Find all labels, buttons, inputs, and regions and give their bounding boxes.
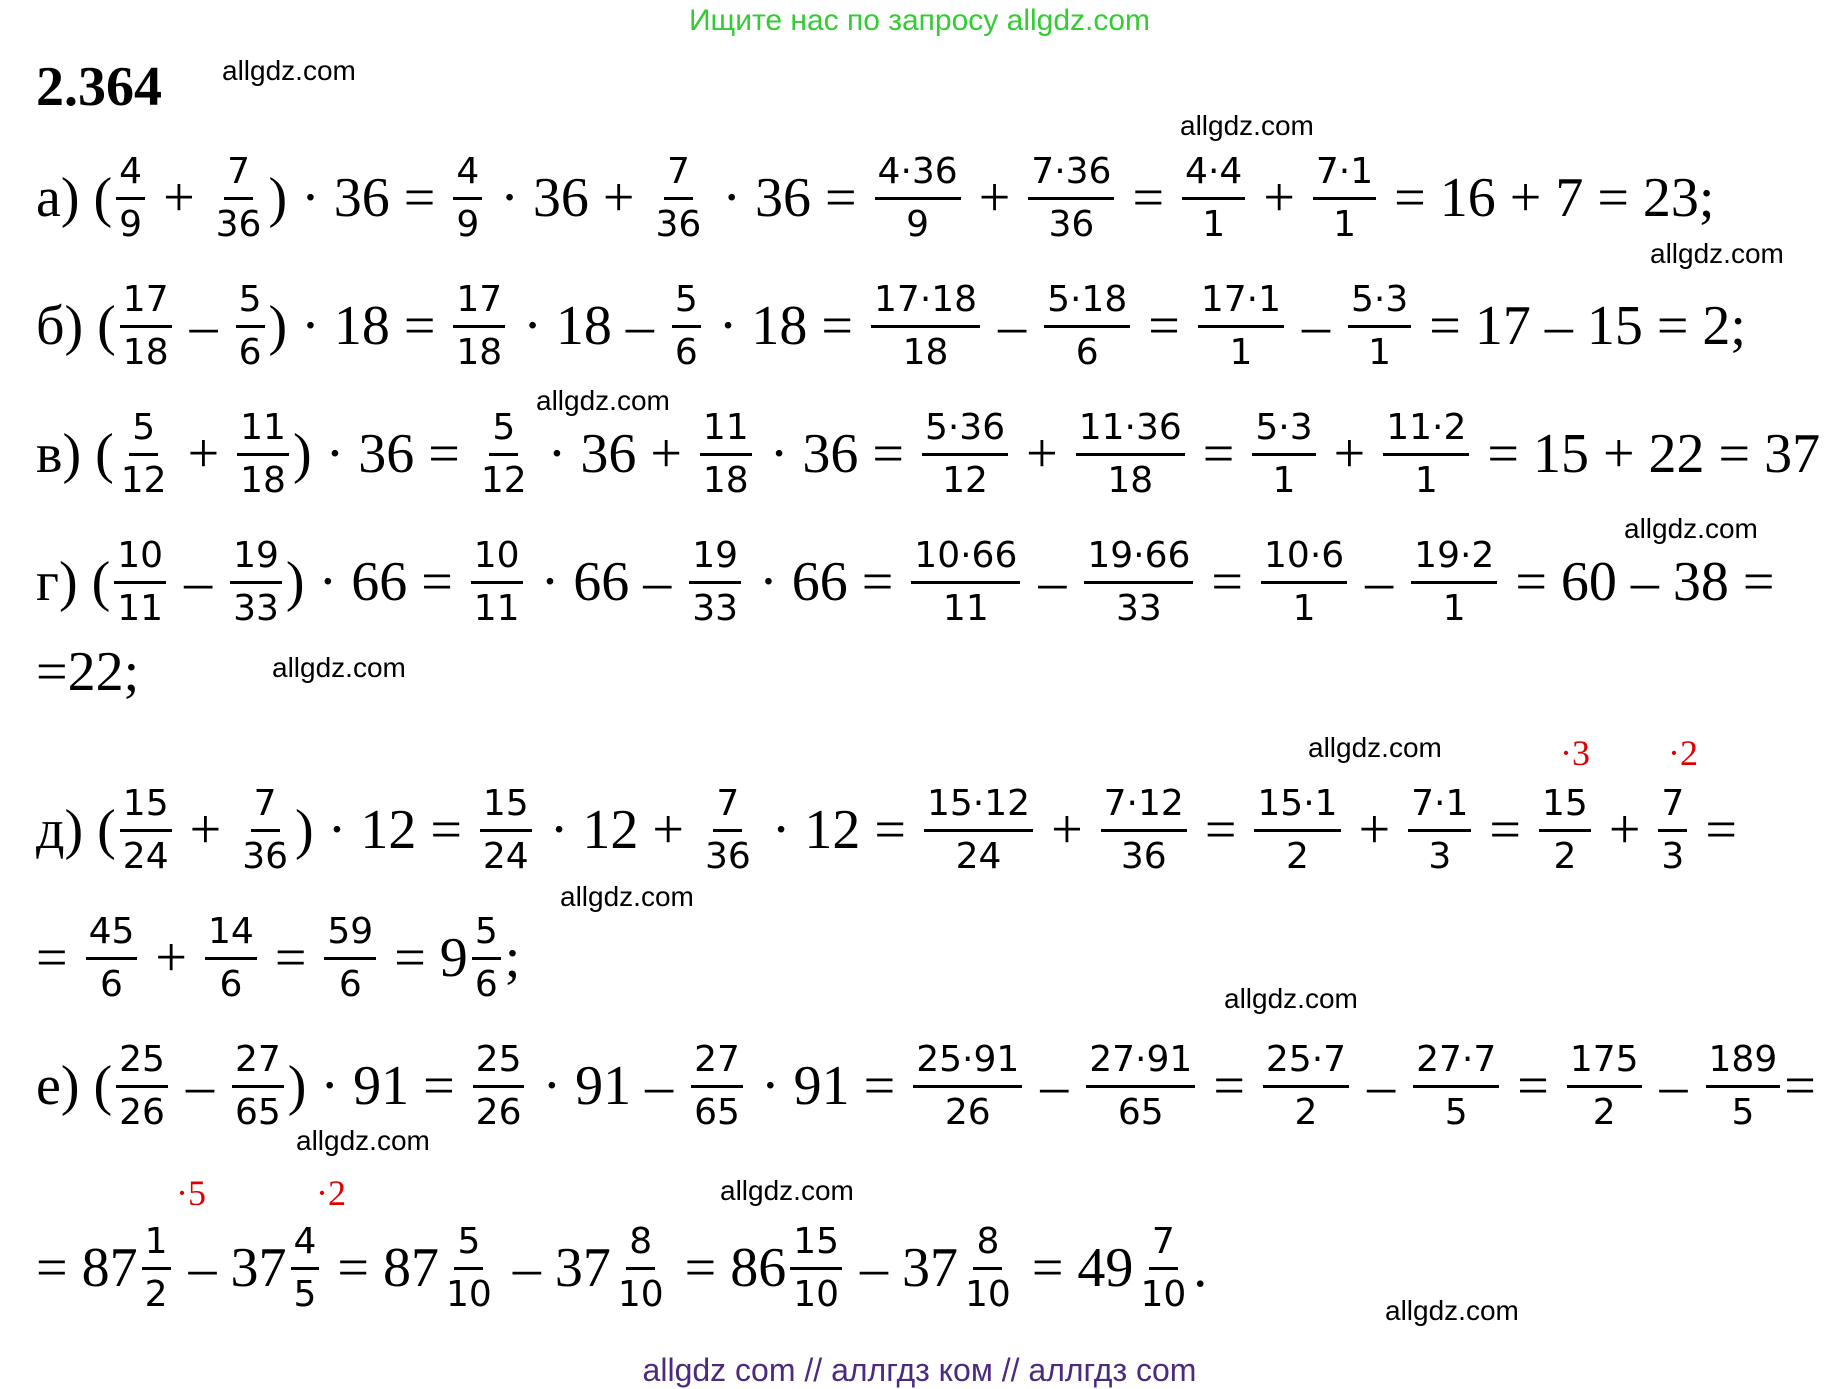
denominator: 9 — [456, 203, 480, 245]
math-text: + — [173, 423, 234, 485]
math-text: – 37 — [174, 1237, 287, 1299]
watermark: allgdz.com — [1385, 1295, 1519, 1326]
fraction — [1539, 783, 1591, 877]
fraction — [116, 1039, 168, 1133]
fraction — [875, 151, 961, 245]
fraction — [443, 1221, 495, 1315]
numerator: 15·1 — [1254, 783, 1340, 831]
math-text: – — [171, 1055, 228, 1117]
fraction — [1313, 151, 1376, 245]
watermark: allgdz.com — [1624, 513, 1758, 544]
denominator: 36 — [655, 203, 702, 245]
top-banner: Ищите нас по запросу allgdz.com — [688, 4, 1151, 37]
fraction — [142, 1221, 171, 1315]
denominator: 12 — [942, 459, 988, 501]
fraction — [1658, 783, 1687, 877]
denominator: 24 — [122, 835, 169, 877]
math-text: – — [175, 295, 232, 357]
math-text: = — [1199, 1055, 1259, 1117]
math-text: + — [141, 927, 201, 989]
denominator: 5 — [293, 1273, 317, 1315]
denominator: 1 — [1229, 331, 1253, 373]
math-text: · 12 + — [535, 799, 698, 861]
numerator: 17·1 — [1198, 279, 1284, 327]
denominator: 1 — [1333, 203, 1356, 245]
numerator: 5 — [236, 279, 265, 327]
fraction — [237, 407, 289, 501]
denominator: 6 — [338, 963, 362, 1005]
multiplier-annotation: ·2 — [1668, 733, 1698, 773]
fraction — [453, 279, 505, 373]
math-text: = 86 — [670, 1237, 787, 1299]
fraction — [1076, 407, 1185, 501]
math-text: =22; — [36, 641, 140, 703]
numerator: 5·3 — [1348, 279, 1411, 327]
fraction — [1567, 1039, 1642, 1133]
math-text: в) ( — [36, 423, 114, 485]
numerator: 19 — [689, 535, 741, 583]
math-text: ) · 18 = — [268, 295, 450, 357]
fraction — [473, 1039, 525, 1133]
denominator: 18 — [1107, 459, 1154, 501]
denominator: 10 — [965, 1273, 1011, 1315]
denominator: 65 — [1117, 1091, 1164, 1133]
fraction — [1408, 783, 1471, 877]
denominator: 5 — [1731, 1091, 1755, 1133]
fraction — [120, 783, 172, 877]
numerator: 17·18 — [871, 279, 980, 327]
math-text: + — [1594, 799, 1655, 861]
numerator: 5·18 — [1044, 279, 1130, 327]
numerator: 27·91 — [1086, 1039, 1195, 1087]
math-text: = — [1188, 423, 1249, 485]
denominator: 2 — [144, 1273, 168, 1315]
math-text: = — [1190, 799, 1251, 861]
numerator: 27·7 — [1413, 1039, 1499, 1087]
math-text: = 87 — [323, 1237, 439, 1299]
denominator: 24 — [955, 835, 1002, 877]
fraction — [691, 1039, 743, 1133]
fraction — [239, 783, 291, 877]
math-text: – — [1024, 551, 1081, 613]
numerator: 5 — [454, 1221, 483, 1269]
numerator: 5·36 — [922, 407, 1008, 455]
watermark: allgdz.com — [560, 881, 694, 912]
denominator: 3 — [1661, 835, 1685, 877]
solution-line-d — [36, 780, 1737, 880]
denominator: 18 — [240, 459, 286, 501]
fraction — [615, 1221, 667, 1315]
math-text: = 87 — [36, 1237, 138, 1299]
math-text: ) · 36 = — [268, 167, 450, 229]
numerator: 25·91 — [913, 1039, 1022, 1087]
math-text: · 18 – — [509, 295, 668, 357]
denominator: 12 — [480, 459, 527, 501]
numerator: 15 — [1539, 783, 1591, 831]
solution-line-a — [36, 148, 1714, 248]
numerator: 27 — [691, 1039, 743, 1087]
math-text: + — [1249, 167, 1309, 229]
math-text: – — [984, 295, 1041, 357]
denominator: 65 — [234, 1091, 281, 1133]
denominator: 1 — [1442, 587, 1466, 629]
math-text: а) ( — [36, 167, 113, 229]
math-text: – — [1026, 1055, 1083, 1117]
denominator: 12 — [120, 459, 167, 501]
math-text: · 66 – — [526, 551, 686, 613]
math-text: – — [1287, 295, 1344, 357]
math-text: – 37 — [498, 1237, 611, 1299]
fraction — [1137, 1221, 1189, 1315]
footer-links: allgdz com // аллгдз ком // аллгдз com — [642, 1352, 1197, 1388]
math-text: = 49 — [1017, 1237, 1134, 1299]
numerator: 11 — [237, 407, 289, 455]
numerator: 4 — [291, 1221, 320, 1269]
multiplier-annotation: ·3 — [1560, 733, 1590, 773]
math-text: ) · 36 = — [292, 423, 474, 485]
numerator: 4·36 — [875, 151, 961, 199]
denominator: 11 — [117, 587, 164, 629]
denominator: 1 — [1368, 331, 1392, 373]
math-text: + — [1344, 799, 1405, 861]
denominator: 6 — [100, 963, 123, 1005]
denominator: 36 — [215, 203, 262, 245]
math-text: · 91 – — [528, 1055, 688, 1117]
fraction — [653, 151, 705, 245]
denominator: 33 — [692, 587, 739, 629]
math-text: = — [1118, 167, 1179, 229]
denominator: 26 — [475, 1091, 522, 1133]
denominator: 6 — [1075, 331, 1099, 373]
fraction — [700, 407, 752, 501]
math-text: = — [1134, 295, 1194, 357]
math-text: · 36 = — [755, 423, 918, 485]
fraction — [120, 279, 172, 373]
denominator: 6 — [219, 963, 243, 1005]
denominator: 36 — [1120, 835, 1167, 877]
math-text: – — [1353, 1055, 1410, 1117]
fraction — [324, 911, 376, 1005]
numerator: 5·3 — [1252, 407, 1315, 455]
math-text: + — [1319, 423, 1380, 485]
watermark: allgdz.com — [1650, 238, 1784, 269]
math-text: · 12 = — [757, 799, 920, 861]
solution-line-d-cont — [36, 908, 520, 1008]
fraction — [480, 783, 532, 877]
denominator: 1 — [1292, 587, 1316, 629]
math-text: = — [36, 927, 82, 989]
denominator: 2 — [1294, 1091, 1318, 1133]
fraction — [1101, 783, 1187, 877]
denominator: 1 — [1202, 203, 1226, 245]
numerator: 15 — [790, 1221, 842, 1269]
fraction — [1263, 1039, 1349, 1133]
denominator: 6 — [474, 963, 498, 1005]
fraction — [871, 279, 980, 373]
numerator: 19·66 — [1084, 535, 1193, 583]
denominator: 10 — [617, 1273, 664, 1315]
math-text: · 36 + — [533, 423, 696, 485]
denominator: 2 — [1286, 835, 1309, 877]
math-text: = — [1197, 551, 1258, 613]
fraction — [1706, 1039, 1781, 1133]
numerator: 15 — [120, 783, 172, 831]
fraction — [118, 407, 170, 501]
numerator: 189 — [1706, 1039, 1781, 1087]
multiplier-annotation: ·5 — [176, 1173, 206, 1213]
fraction — [232, 1039, 284, 1133]
numerator: 7 — [1149, 1221, 1178, 1269]
denominator: 2 — [1592, 1091, 1616, 1133]
math-text: · 66 = — [745, 551, 908, 613]
math-text: = — [260, 927, 321, 989]
numerator: 45 — [86, 911, 138, 959]
numerator: 7·1 — [1408, 783, 1471, 831]
numerator: 7·1 — [1313, 151, 1376, 199]
numerator: 19 — [230, 535, 282, 583]
denominator: 11 — [942, 587, 989, 629]
math-text: · 36 + — [486, 167, 649, 229]
denominator: 18 — [902, 331, 949, 373]
fraction — [205, 911, 257, 1005]
fraction — [962, 1221, 1014, 1315]
fraction — [1411, 535, 1497, 629]
denominator: 1 — [1272, 459, 1296, 501]
math-text: = 9 — [380, 927, 468, 989]
numerator: 10·6 — [1261, 535, 1347, 583]
solution-line-e-cont — [36, 1218, 1207, 1318]
fraction — [1261, 535, 1347, 629]
math-text: – — [1351, 551, 1408, 613]
denominator: 10 — [446, 1273, 492, 1315]
denominator: 6 — [238, 331, 262, 373]
fraction — [116, 151, 145, 245]
denominator: 9 — [119, 203, 143, 245]
fraction — [913, 1039, 1022, 1133]
fraction — [472, 911, 501, 1005]
watermark: allgdz.com — [1180, 110, 1314, 141]
fraction — [672, 279, 701, 373]
fraction — [924, 783, 1033, 877]
fraction — [1252, 407, 1315, 501]
fraction — [702, 783, 754, 877]
fraction — [1028, 151, 1114, 245]
denominator: 5 — [1444, 1091, 1468, 1133]
numerator: 7·12 — [1101, 783, 1187, 831]
numerator: 17 — [120, 279, 172, 327]
denominator: 24 — [482, 835, 529, 877]
watermark: allgdz.com — [222, 55, 356, 86]
numerator: 4·4 — [1182, 151, 1245, 199]
numerator: 175 — [1567, 1039, 1642, 1087]
fraction — [1413, 1039, 1499, 1133]
denominator: 9 — [906, 203, 930, 245]
numerator: 5 — [129, 407, 158, 455]
watermark: allgdz.com — [1224, 983, 1358, 1014]
numerator: 15 — [480, 783, 532, 831]
numerator: 15·12 — [924, 783, 1033, 831]
multiplier-annotation: ·2 — [316, 1173, 346, 1213]
math-text: = — [1503, 1055, 1563, 1117]
math-text: – 37 — [846, 1237, 959, 1299]
numerator: 7·36 — [1028, 151, 1114, 199]
math-text: б) ( — [36, 295, 116, 357]
denominator: 33 — [233, 587, 279, 629]
denominator: 3 — [1428, 835, 1452, 877]
denominator: 10 — [793, 1273, 840, 1315]
denominator: 6 — [674, 331, 698, 373]
solution-line-v — [36, 404, 1820, 504]
problem-number: 2.364 — [36, 56, 162, 118]
numerator: 5 — [472, 911, 501, 959]
watermark: allgdz.com — [296, 1125, 430, 1156]
math-text: + — [175, 799, 236, 861]
solution-line-e — [36, 1036, 1816, 1136]
numerator: 10 — [114, 535, 166, 583]
watermark: allgdz.com — [536, 385, 670, 416]
math-text: – — [170, 551, 227, 613]
numerator: 1 — [142, 1221, 171, 1269]
fraction — [790, 1221, 842, 1315]
denominator: 36 — [704, 835, 751, 877]
math-text: · 36 = — [708, 167, 871, 229]
numerator: 7 — [664, 151, 693, 199]
math-text: д) ( — [36, 799, 116, 861]
denominator: 33 — [1115, 587, 1162, 629]
denominator: 18 — [702, 459, 749, 501]
math-text: . — [1193, 1237, 1208, 1299]
fraction — [1084, 535, 1193, 629]
watermark: allgdz.com — [720, 1175, 854, 1206]
numerator: 59 — [324, 911, 376, 959]
solution-line-g-cont — [36, 622, 139, 722]
numerator: 8 — [626, 1221, 655, 1269]
math-text: ) · 66 = — [285, 551, 467, 613]
math-text: + — [1037, 799, 1097, 861]
solution-line-b — [36, 276, 1746, 376]
numerator: 5 — [672, 279, 701, 327]
numerator: 5 — [489, 407, 518, 455]
math-text: = 15 + 22 = 37 — [1473, 423, 1821, 485]
solution-line-g — [36, 532, 1775, 632]
numerator: 25 — [116, 1039, 168, 1087]
denominator: 36 — [242, 835, 289, 877]
numerator: 11·36 — [1076, 407, 1185, 455]
denominator: 1 — [1414, 459, 1438, 501]
numerator: 11 — [700, 407, 752, 455]
denominator: 2 — [1553, 835, 1577, 877]
math-text: + — [1012, 423, 1072, 485]
denominator: 18 — [122, 331, 169, 373]
numerator: 27 — [232, 1039, 284, 1087]
numerator: 11·2 — [1383, 407, 1469, 455]
math-text: = — [1475, 799, 1536, 861]
numerator: 25 — [473, 1039, 525, 1087]
watermark: allgdz.com — [1308, 732, 1442, 763]
denominator: 26 — [119, 1091, 165, 1133]
fraction — [291, 1221, 320, 1315]
fraction — [478, 407, 530, 501]
numerator: 7 — [1658, 783, 1687, 831]
numerator: 8 — [973, 1221, 1002, 1269]
denominator: 36 — [1048, 203, 1095, 245]
fraction — [86, 911, 138, 1005]
fraction — [471, 535, 523, 629]
denominator: 10 — [1140, 1273, 1187, 1315]
numerator: 17 — [453, 279, 505, 327]
denominator: 18 — [456, 331, 503, 373]
denominator: 26 — [944, 1091, 991, 1133]
fraction — [922, 407, 1008, 501]
numerator: 10 — [471, 535, 523, 583]
math-text: ; — [504, 927, 521, 989]
math-text: · 91 = — [746, 1055, 910, 1117]
fraction — [1044, 279, 1130, 373]
math-text: + — [964, 167, 1025, 229]
numerator: 10·66 — [911, 535, 1020, 583]
numerator: 14 — [205, 911, 257, 959]
fraction — [213, 151, 265, 245]
fraction — [1383, 407, 1469, 501]
fraction — [230, 535, 282, 629]
fraction — [1182, 151, 1245, 245]
fraction — [1348, 279, 1411, 373]
denominator: 65 — [694, 1091, 740, 1133]
fraction — [1086, 1039, 1195, 1133]
math-text: · 18 = — [704, 295, 868, 357]
math-text: = 17 – 15 = 2; — [1415, 295, 1746, 357]
numerator: 4 — [453, 151, 482, 199]
fraction — [236, 279, 265, 373]
math-text: + — [149, 167, 209, 229]
math-text: = — [1784, 1055, 1816, 1117]
watermark: allgdz.com — [272, 652, 406, 683]
numerator: 7 — [224, 151, 253, 199]
fraction — [453, 151, 482, 245]
math-text: г) ( — [36, 551, 111, 613]
math-text: = 60 – 38 = — [1501, 551, 1775, 613]
numerator: 7 — [251, 783, 280, 831]
math-text: = 16 + 7 = 23; — [1380, 167, 1715, 229]
math-text: ) · 91 = — [287, 1055, 469, 1117]
fraction — [911, 535, 1020, 629]
fraction — [1254, 783, 1340, 877]
math-text: е) ( — [36, 1055, 113, 1117]
math-text: – — [1645, 1055, 1702, 1117]
numerator: 4 — [116, 151, 145, 199]
numerator: 25·7 — [1263, 1039, 1349, 1087]
math-text: = — [1691, 799, 1737, 861]
fraction — [114, 535, 166, 629]
denominator: 11 — [473, 587, 520, 629]
numerator: 7 — [713, 783, 742, 831]
math-text: ) · 12 = — [295, 799, 476, 861]
fraction — [1198, 279, 1284, 373]
fraction — [689, 535, 741, 629]
numerator: 19·2 — [1411, 535, 1497, 583]
